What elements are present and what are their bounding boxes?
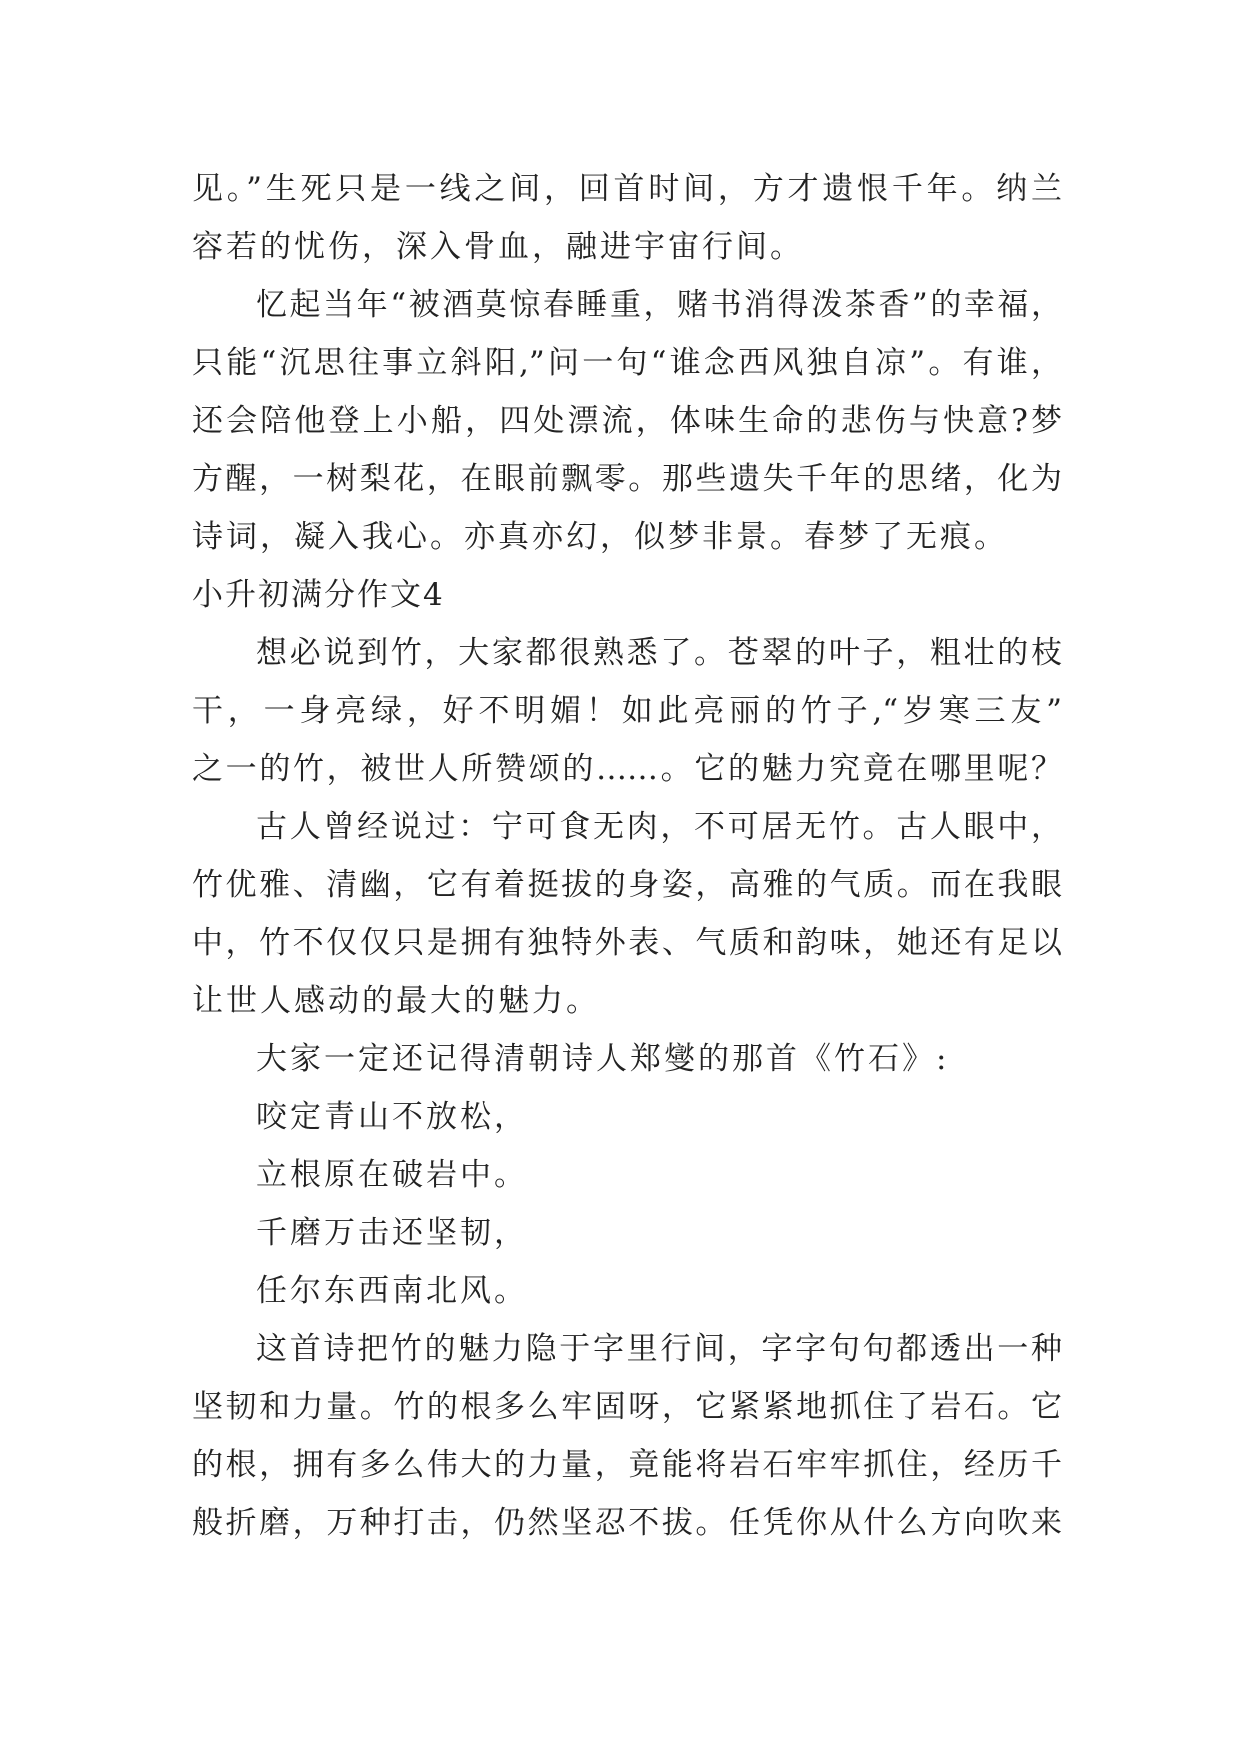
text-line: 让世人感动的最大的魅力。: [192, 983, 600, 1019]
text-line: 坚韧和力量。竹的根多么牢固呀，它紧紧地抓住了岩石。它: [192, 1389, 1062, 1425]
text-line: 般折磨，万种打击，仍然坚忍不拔。任凭你从什么方向吹来: [192, 1505, 1062, 1541]
text-line: 干，一身亮绿，好不明媚！如此亮丽的竹子,“岁寒三友”: [192, 693, 1062, 729]
text-line: 大家一定还记得清朝诗人郑燮的那首《竹石》:: [256, 1041, 950, 1077]
poem-line: 咬定青山不放松，: [256, 1099, 528, 1135]
text-line: 还会陪他登上小船，四处漂流，体味生命的悲伤与快意?梦: [192, 403, 1062, 439]
text-line: 见。”生死只是一线之间，回首时间，方才遗恨千年。纳兰: [192, 171, 1062, 207]
essay-text: [192, 160, 1062, 1552]
text-line: 容若的忧伤，深入骨血，融进宇宙行间。: [192, 229, 804, 265]
text-line: 想必说到竹，大家都很熟悉了。苍翠的叶子，粗壮的枝: [256, 635, 1062, 671]
text-line: 的根，拥有多么伟大的力量，竟能将岩石牢牢抓住，经历千: [192, 1447, 1062, 1483]
poem-line: 千磨万击还坚韧，: [256, 1215, 528, 1251]
poem-line: 立根原在破岩中。: [256, 1157, 528, 1193]
poem-line: 任尔东西南北风。: [256, 1273, 528, 1309]
text-line: 中，竹不仅仅只是拥有独特外表、气质和韵味，她还有足以: [192, 925, 1062, 961]
text-line: 之一的竹，被世人所赞颂的……。它的魅力究竟在哪里呢？: [192, 751, 1062, 787]
section-heading: 小升初满分作文4: [192, 577, 445, 613]
text-line: 这首诗把竹的魅力隐于字里行间，字字句句都透出一种: [256, 1331, 1062, 1367]
text-line: 竹优雅、清幽，它有着挺拔的身姿，高雅的气质。而在我眼: [192, 867, 1062, 903]
text-line: 只能“沉思往事立斜阳,”问一句“谁念西风独自凉”。有谁，: [192, 345, 1062, 381]
text-line: 古人曾经说过：宁可食无肉，不可居无竹。古人眼中，: [256, 809, 1062, 845]
text-line: 诗词，凝入我心。亦真亦幻，似梦非景。春梦了无痕。: [192, 519, 1008, 555]
text-line: 方醒，一树梨花，在眼前飘零。那些遗失千年的思绪，化为: [192, 461, 1062, 497]
text-line: 忆起当年“被酒莫惊春睡重，赌书消得泼茶香”的幸福，: [256, 287, 1062, 323]
